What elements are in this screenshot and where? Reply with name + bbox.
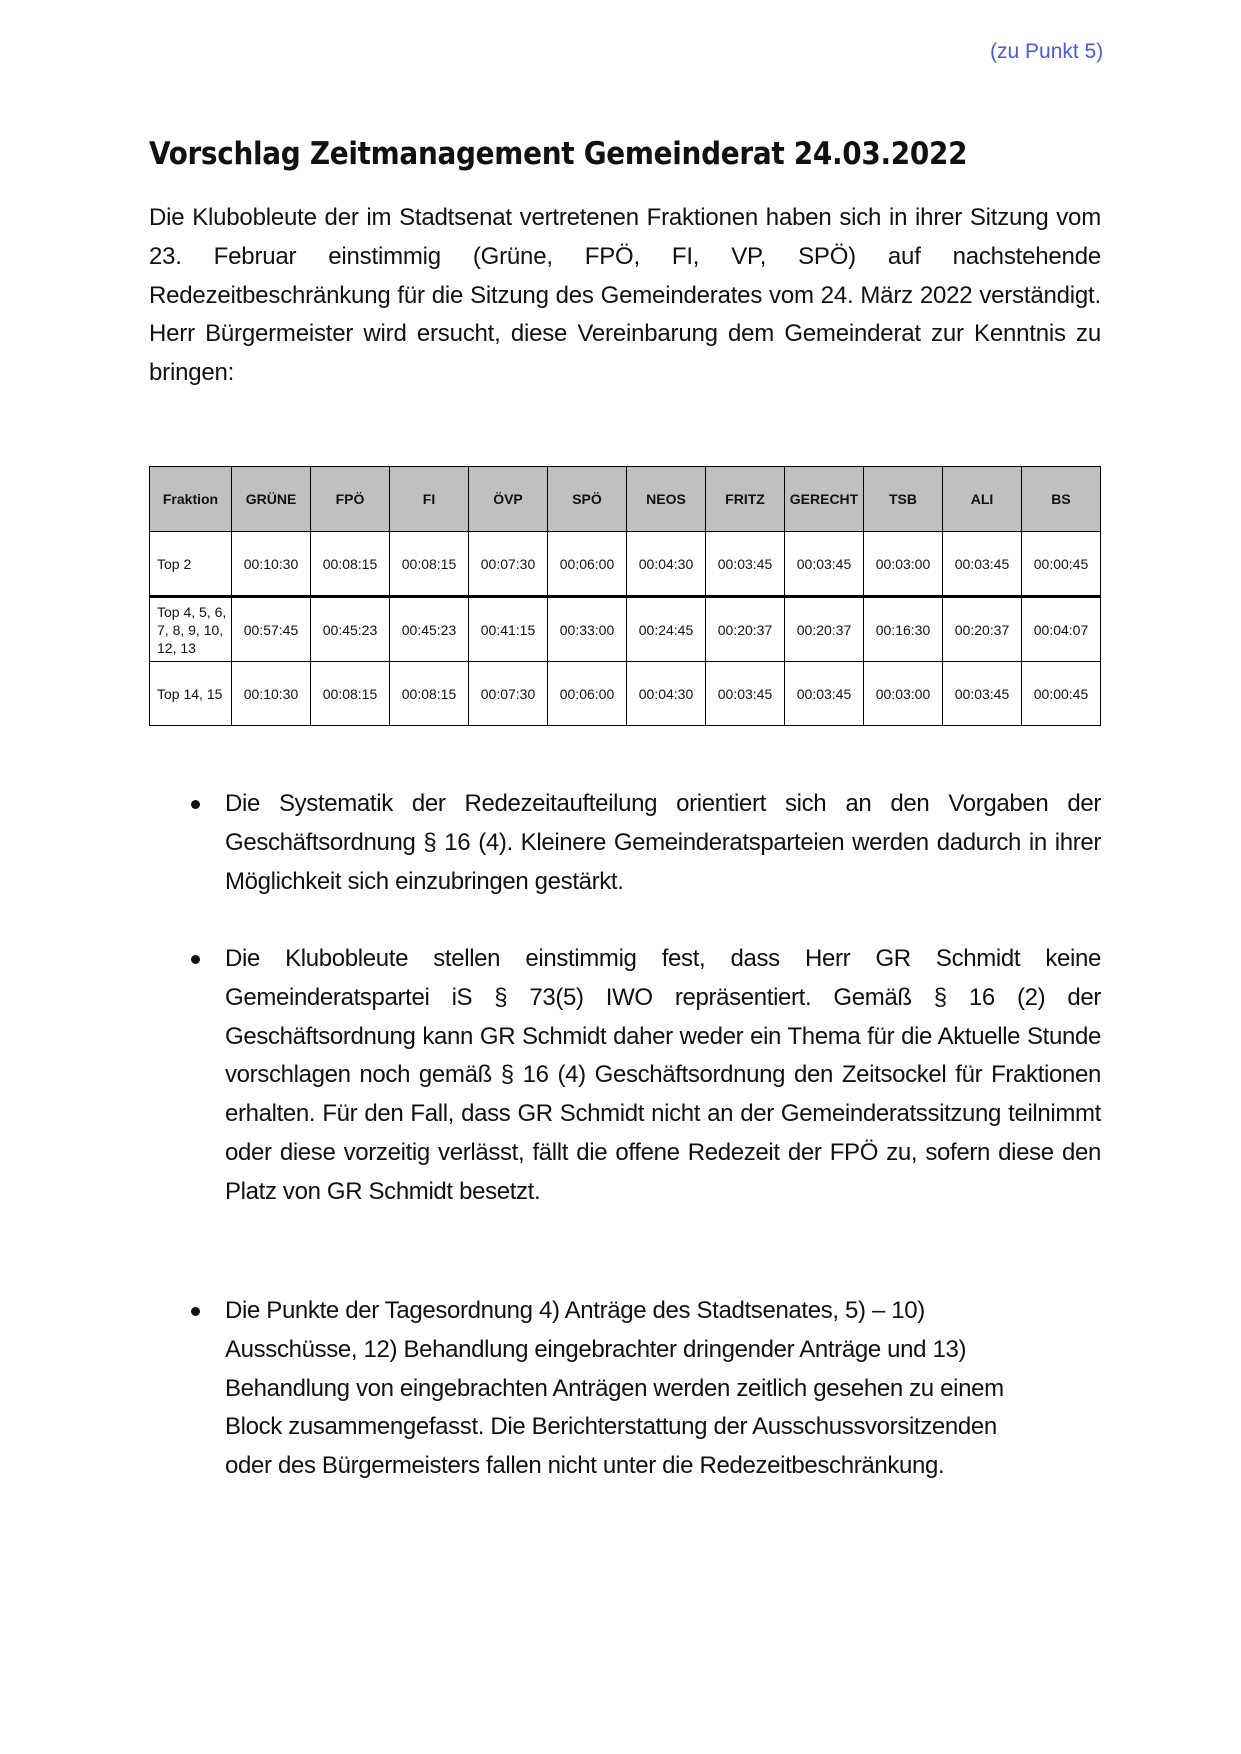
- time-cell: 00:00:45: [1022, 662, 1101, 726]
- time-cell: 00:03:45: [785, 532, 864, 597]
- intro-paragraph: Die Klubobleute der im Stadtsenat vertretenen Fraktionen haben sich in ihrer Sitzung vom 23. Februar einstimmig (Grüne, FPÖ, FI, VP, SPÖ) auf nachstehende Redezeitbeschränkung für die Sitzung des Gemeinderates vom 24. März 2022 verständigt. Herr Bürgermeister wird ersucht, diese Vereinbarung dem Gemeinderat zur Kenntnis zu bringen:: [149, 204, 1101, 387]
- time-cell: 00:03:45: [943, 662, 1022, 726]
- time-cell: 00:04:30: [627, 532, 706, 597]
- column-header: Fraktion: [150, 467, 232, 532]
- row-label: Top 4, 5, 6, 7, 8, 9, 10, 12, 13: [150, 597, 232, 662]
- time-cell: 00:03:00: [864, 532, 943, 597]
- list-item: [149, 940, 1101, 1212]
- column-header: GRÜNE: [232, 467, 311, 532]
- column-header: BS: [1022, 467, 1101, 532]
- time-cell: 00:03:45: [785, 662, 864, 726]
- bullet-text: Die Systematik der Redezeitaufteilung orientiert sich an den Vorgaben der Geschäftsordnung § 16 (4). Kleinere Gemeinderatsparteien werden dadurch in ihrer Möglichkeit sich einzubringen gestärkt.: [225, 790, 1101, 895]
- page-title: Vorschlag Zeitmanagement Gemeinderat 24.03.2022: [149, 136, 968, 172]
- time-cell: 00:20:37: [943, 597, 1022, 662]
- bullet-list-1: [149, 785, 1101, 901]
- time-cell: 00:04:07: [1022, 597, 1101, 662]
- time-cell: 00:10:30: [232, 532, 311, 597]
- time-cell: 00:07:30: [469, 532, 548, 597]
- time-cell: 00:08:15: [311, 532, 390, 597]
- speaking-time-table: [149, 466, 1101, 726]
- agenda-reference: (zu Punkt 5): [990, 40, 1104, 63]
- time-cell: 00:10:30: [232, 662, 311, 726]
- table-header-row: [150, 467, 1101, 532]
- column-header: SPÖ: [548, 467, 627, 532]
- bullet-icon: [191, 1307, 200, 1316]
- column-header: ALI: [943, 467, 1022, 532]
- time-cell: 00:06:00: [548, 532, 627, 597]
- time-cell: 00:24:45: [627, 597, 706, 662]
- time-cell: 00:03:45: [943, 532, 1022, 597]
- time-cell: 00:57:45: [232, 597, 311, 662]
- time-cell: 00:00:45: [1022, 532, 1101, 597]
- bullet-icon: [191, 800, 200, 809]
- table-row: [150, 597, 1101, 662]
- time-cell: 00:16:30: [864, 597, 943, 662]
- time-cell: 00:03:45: [706, 532, 785, 597]
- time-cell: 00:45:23: [311, 597, 390, 662]
- bullet-icon: [191, 955, 200, 964]
- time-cell: 00:06:00: [548, 662, 627, 726]
- bullet-text: Die Punkte der Tagesordnung 4) Anträge des Stadtsenates, 5) – 10) Ausschüsse, 12) Behandlung eingebrachter dringender Anträge und 13) Behandlung von eingebrachten Anträgen werden zeitlich gesehen zu einem Block zusammengefasst. Die Berichterstattung der Ausschussvorsitzenden oder des Bürgermeisters fallen nicht unter die Redezeitbeschränkung.: [225, 1297, 1004, 1480]
- time-cell: 00:07:30: [469, 662, 548, 726]
- list-item: [149, 1292, 1049, 1486]
- time-cell: 00:08:15: [390, 662, 469, 726]
- column-header: NEOS: [627, 467, 706, 532]
- column-header: TSB: [864, 467, 943, 532]
- table-row: [150, 662, 1101, 726]
- time-cell: 00:04:30: [627, 662, 706, 726]
- time-cell: 00:41:15: [469, 597, 548, 662]
- time-cell: 00:20:37: [706, 597, 785, 662]
- table-row: [150, 532, 1101, 597]
- row-label: Top 14, 15: [150, 662, 232, 726]
- list-item: [149, 785, 1101, 901]
- time-cell: 00:08:15: [311, 662, 390, 726]
- time-cell: 00:33:00: [548, 597, 627, 662]
- row-label: Top 2: [150, 532, 232, 597]
- column-header: ÖVP: [469, 467, 548, 532]
- column-header: FRITZ: [706, 467, 785, 532]
- column-header: FPÖ: [311, 467, 390, 532]
- bullet-text: Die Klubobleute stellen einstimmig fest, dass Herr GR Schmidt keine Gemeinderatspartei iS § 73(5) IWO repräsentiert. Gemäß § 16 (2) der Geschäftsordnung kann GR Schmidt daher weder ein Thema für die Aktuelle Stunde vorschlagen noch gemäß § 16 (4) Geschäftsordnung den Zeitsockel für Fraktionen erhalten. Für den Fall, dass GR Schmidt nicht an der Gemeinderatssitzung teilnimmt oder diese vorzeitig verlässt, fällt die offene Redezeit der FPÖ zu, sofern diese den Platz von GR Schmidt besetzt.: [225, 945, 1101, 1205]
- time-cell: 00:45:23: [390, 597, 469, 662]
- bullet-list-2: [149, 940, 1101, 1212]
- time-cell: 00:03:00: [864, 662, 943, 726]
- column-header: FI: [390, 467, 469, 532]
- time-cell: 00:03:45: [706, 662, 785, 726]
- bullet-list-3: [149, 1292, 1049, 1486]
- column-header: GERECHT: [785, 467, 864, 532]
- time-cell: 00:08:15: [390, 532, 469, 597]
- time-cell: 00:20:37: [785, 597, 864, 662]
